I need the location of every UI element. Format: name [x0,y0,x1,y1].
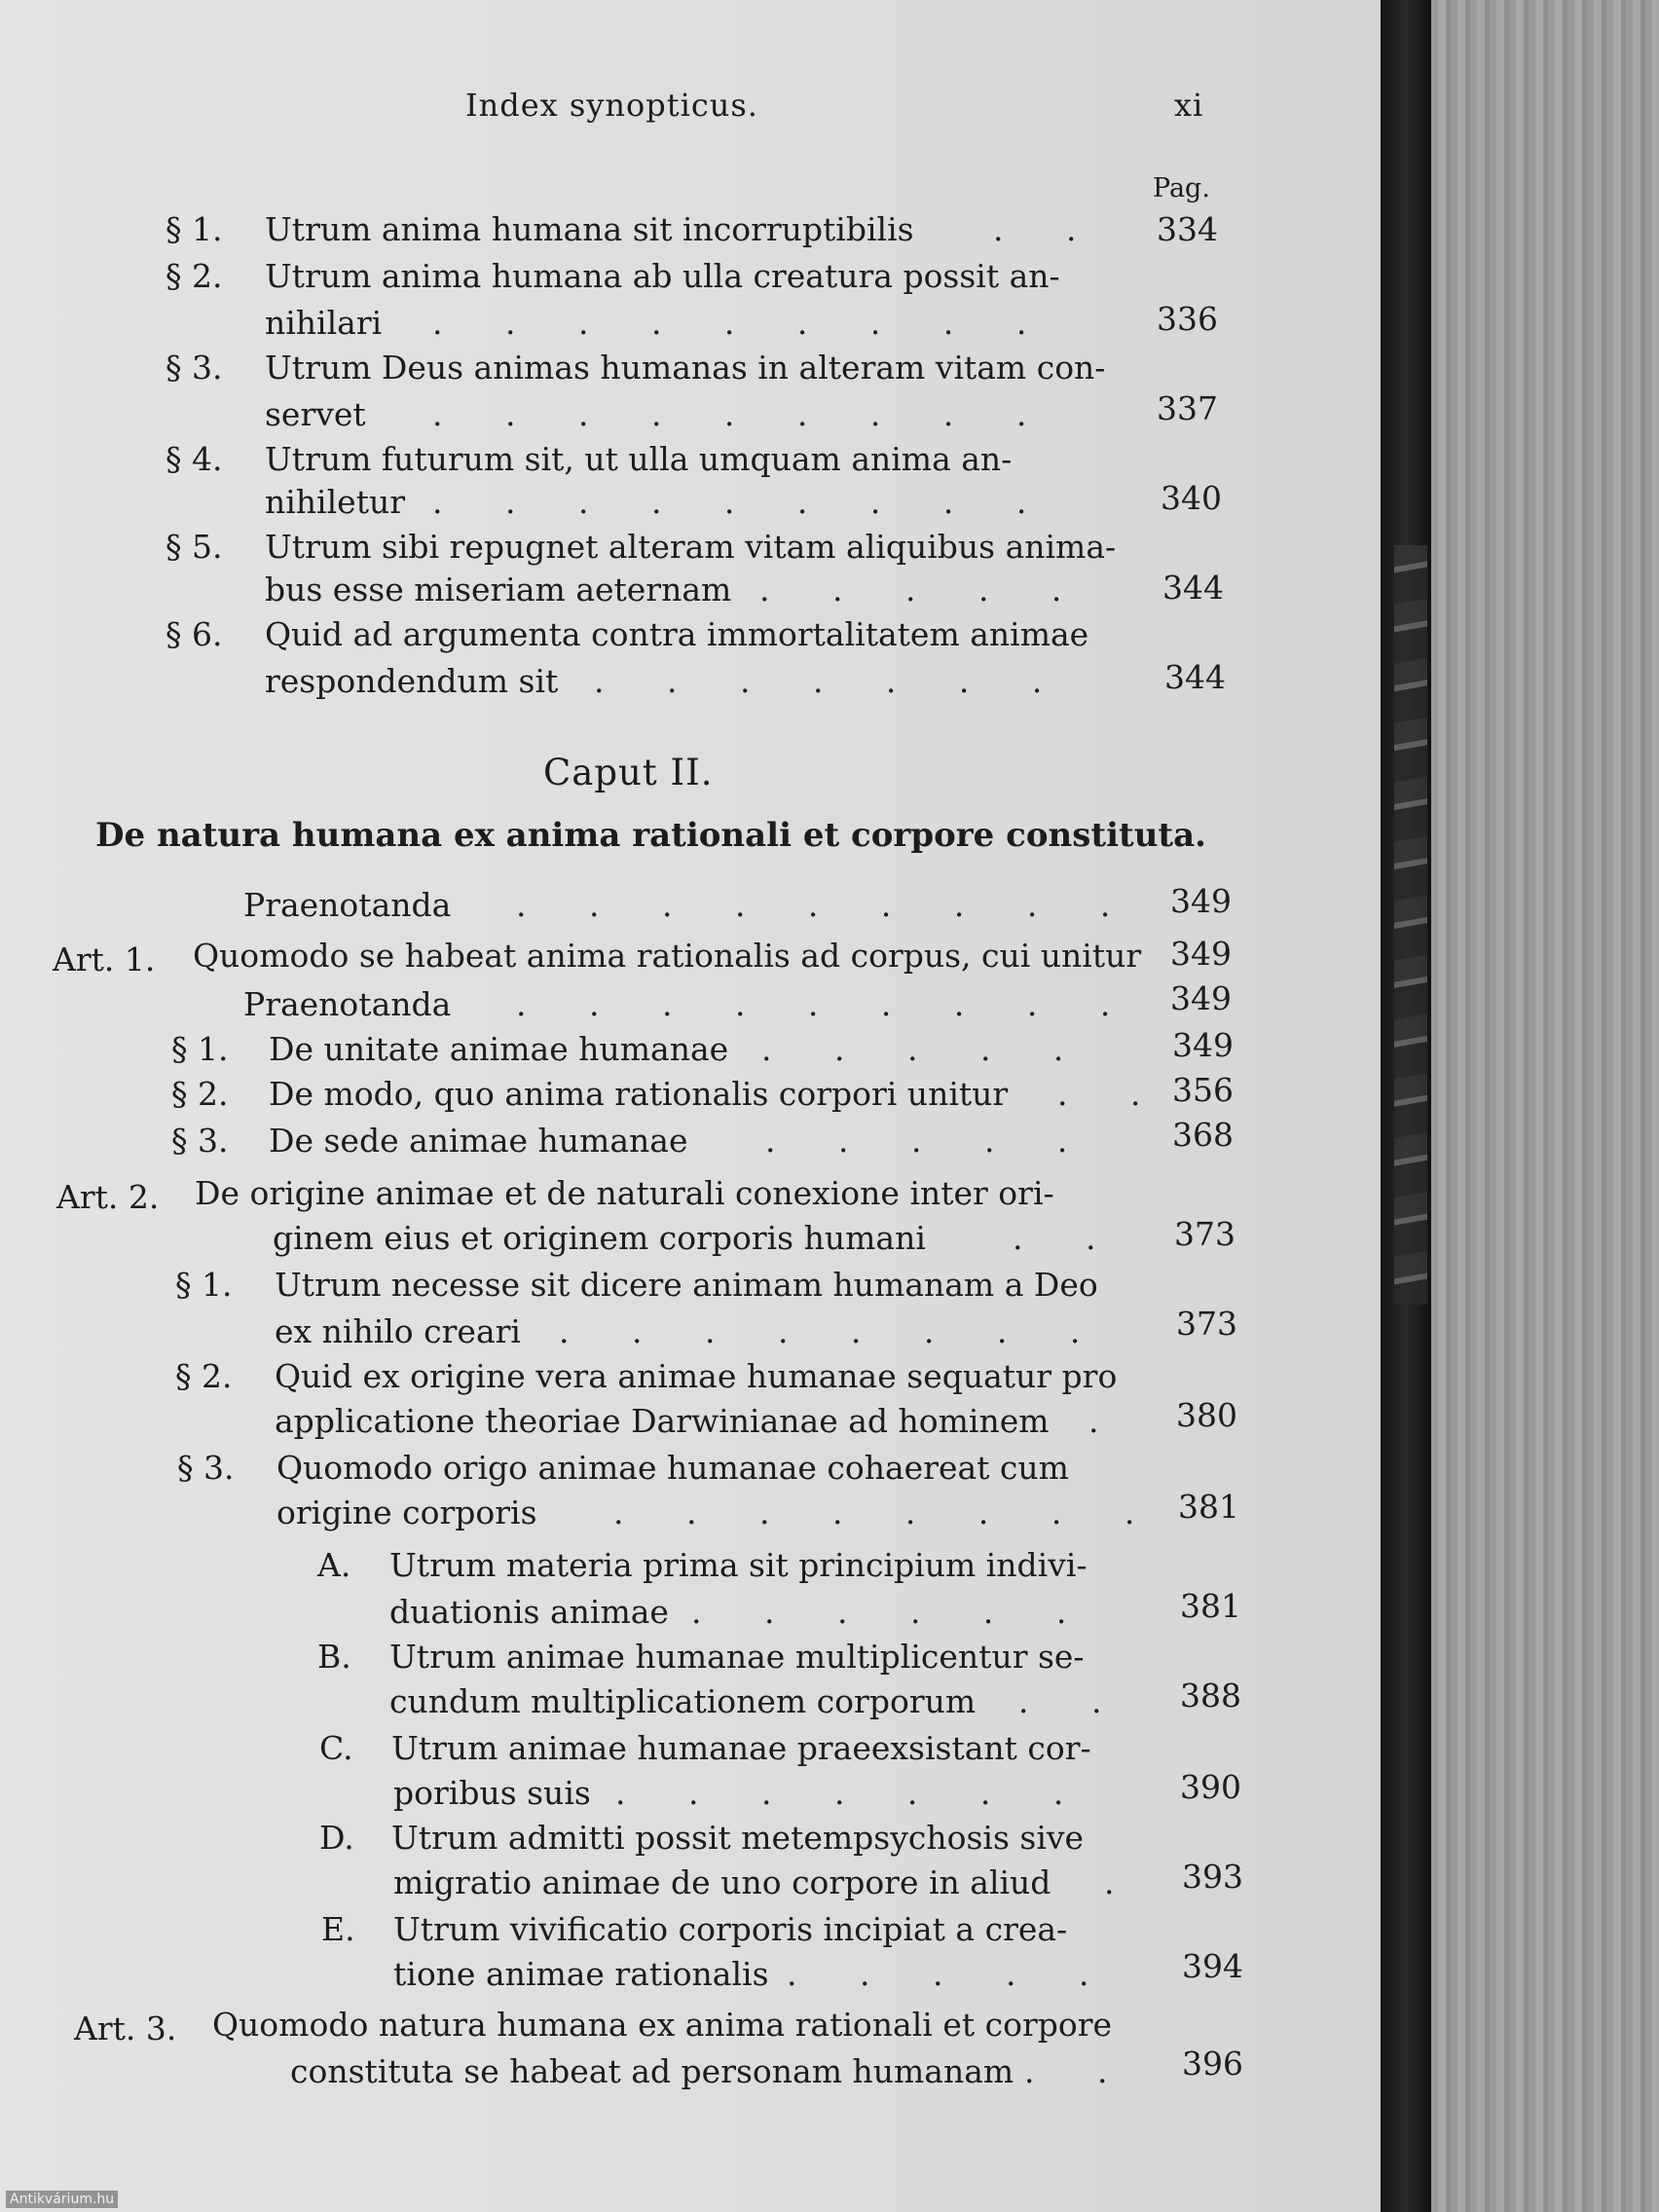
page-ref: 344 [1164,658,1226,696]
entry-number: § 2. [175,1357,233,1395]
entry-title-cont: poribus suis [393,1774,591,1812]
chapter-subtitle: De natura humana ex anima rationali et corpore constituta. [95,816,1207,855]
leader-dots: . [1104,1863,1141,1901]
entry-title-cont: servet [265,395,366,433]
entry-title: Utrum necesse sit dicere animam humanam a Deo [275,1266,1098,1304]
chapter-title: Caput II. [543,752,714,793]
leader-dots: . . [1057,1075,1167,1113]
leader-dots: . . . . . . . . . [432,395,1053,433]
entry-number: § 6. [166,615,223,653]
page-ref: 340 [1161,479,1222,517]
entry-title: Utrum animae humanae multiplicentur se- [389,1638,1085,1676]
entry-title-cont: applicatione theoriae Darwinianae ad hominem [275,1402,1050,1440]
page-ref: 337 [1157,389,1218,427]
page-ref: 344 [1162,569,1224,607]
entry-title-cont: ginem eius et originem corporis humani [273,1219,926,1257]
page-ref: 334 [1157,210,1218,248]
page-ref: 394 [1182,1947,1243,1985]
entry-title: Praenotanda [243,886,452,924]
entry-title: Quid ad argumenta contra immortalitatem animae [265,615,1089,653]
entry-title-cont: bus esse miseriam aeternam [265,571,732,608]
entry-title-cont: duationis animae [389,1593,669,1631]
entry-number: D. [319,1819,354,1857]
entry-title-cont: nihilari [265,304,383,342]
entry-number: § 4. [166,440,223,478]
leader-dots: . . [1018,1682,1128,1720]
entry-number: C. [319,1729,353,1767]
entry-title: Quomodo se habeat anima rationalis ad corpus, cui unitur [193,937,1142,975]
page-ref: 349 [1170,935,1232,973]
leader-dots: . . . . . [765,1122,1094,1160]
entry-number: § 5. [166,528,223,566]
page-ref: 388 [1180,1677,1241,1714]
page-ref: 396 [1182,2045,1243,2083]
entry-title: Quomodo origo animae humanae cohaereat cum [276,1449,1069,1487]
leader-dots: . . . . . . . . . [432,483,1053,521]
leader-dots: . . . . . . . [594,662,1069,700]
entry-title-cont: nihiletur [265,483,405,521]
page-ref: 368 [1172,1116,1234,1154]
entry-title: De modo, quo anima rationalis corpori unitur [269,1075,1009,1113]
entry-number: Art. 2. [56,1178,160,1216]
page-number: xi [1174,87,1204,124]
page-ref: 373 [1174,1215,1235,1253]
page-ref: 393 [1182,1858,1243,1896]
page-ref: 390 [1180,1768,1241,1806]
page-ref: 381 [1178,1488,1239,1526]
entry-title: Utrum admitti possit metempsychosis sive [391,1819,1085,1857]
entry-number: B. [317,1638,351,1676]
entry-number: § 1. [175,1266,233,1304]
leader-dots: . . . . . [787,1955,1116,1993]
leader-dots: . . . . . . . . [559,1312,1107,1350]
entry-title: Utrum sibi repugnet alteram vitam aliquibus anima- [265,528,1117,566]
entry-title: Utrum anima humana sit incorruptibilis [265,210,914,248]
entry-title: Quid ex origine vera animae humanae sequatur pro [275,1357,1118,1395]
entry-title: De origine animae et de naturali conexione inter ori- [195,1174,1054,1212]
entry-number: Art. 1. [53,940,156,978]
entry-title-cont: cundum multiplicationem corporum [389,1682,977,1720]
entry-title: Utrum animae humanae praeexsistant cor- [391,1729,1091,1767]
entry-title-cont: ex nihilo creari [275,1312,521,1350]
entry-title: Utrum vivificatio corporis incipiat a crea- [393,1910,1068,1948]
entry-number: § 1. [166,210,223,248]
entry-title: De sede animae humanae [269,1122,688,1160]
entry-title: Utrum Deus animas humanas in alteram vitam con- [265,349,1106,387]
entry-title-cont: constituta se habeat ad personam humanam [290,2052,1014,2090]
entry-number: § 2. [171,1075,229,1113]
page-ref: 349 [1170,979,1232,1017]
leader-dots: . . [1024,2052,1134,2090]
marbled-cover-edge [1394,545,1427,1305]
page-ref: 356 [1172,1071,1234,1109]
entry-title-cont: migratio animae de uno corpore in aliud [393,1863,1051,1901]
entry-number: E. [321,1910,355,1948]
entry-title-cont: tione animae rationalis [393,1955,769,1993]
entry-title: Praenotanda [243,985,452,1023]
leader-dots: . . . . . . [691,1593,1093,1631]
entry-title: Utrum anima humana ab ulla creatura possit an- [265,257,1060,295]
leader-dots: . . [993,210,1103,248]
entry-title: Utrum futurum sit, ut ulla umquam anima an- [265,440,1013,478]
pag-label: Pag. [1153,173,1210,203]
leader-dots: . . . . . . . . [613,1493,1161,1531]
page-ref: 336 [1157,300,1218,338]
page-ref: 381 [1180,1587,1241,1625]
leader-dots: . . . . . . . . . [516,985,1137,1023]
running-title: Index synopticus. [465,87,758,124]
leader-dots: . . . . . . . . . [516,886,1137,924]
entry-title: Quomodo natura humana ex anima rationali et corpore [212,2006,1113,2044]
entry-number: Art. 3. [74,2009,177,2047]
page-ref: 349 [1170,882,1232,920]
entry-number: § 3. [177,1449,235,1487]
entry-number: A. [317,1546,351,1584]
leader-dots: . [1088,1402,1125,1440]
entry-title-cont: origine corporis [276,1493,537,1531]
leader-dots: . . [1013,1219,1123,1257]
page-ref: 373 [1176,1305,1237,1343]
entry-title-cont: respondendum sit [265,662,559,700]
entry-number: § 2. [166,257,223,295]
background-surface [1431,0,1659,2212]
entry-number: § 1. [171,1030,229,1068]
entry-title: De unitate animae humanae [269,1030,729,1068]
page-ref: 349 [1172,1026,1234,1064]
page-ref: 380 [1176,1396,1237,1434]
watermark: Antikvárium.hu [6,2191,118,2208]
leader-dots: . . . . . [759,571,1088,608]
entry-number: § 3. [166,349,223,387]
entry-number: § 3. [171,1122,229,1160]
leader-dots: . . . . . . . [615,1774,1090,1812]
leader-dots: . . . . . . . . . [432,304,1053,342]
leader-dots: . . . . . [761,1030,1090,1068]
entry-title: Utrum materia prima sit principium indivi- [389,1546,1088,1584]
